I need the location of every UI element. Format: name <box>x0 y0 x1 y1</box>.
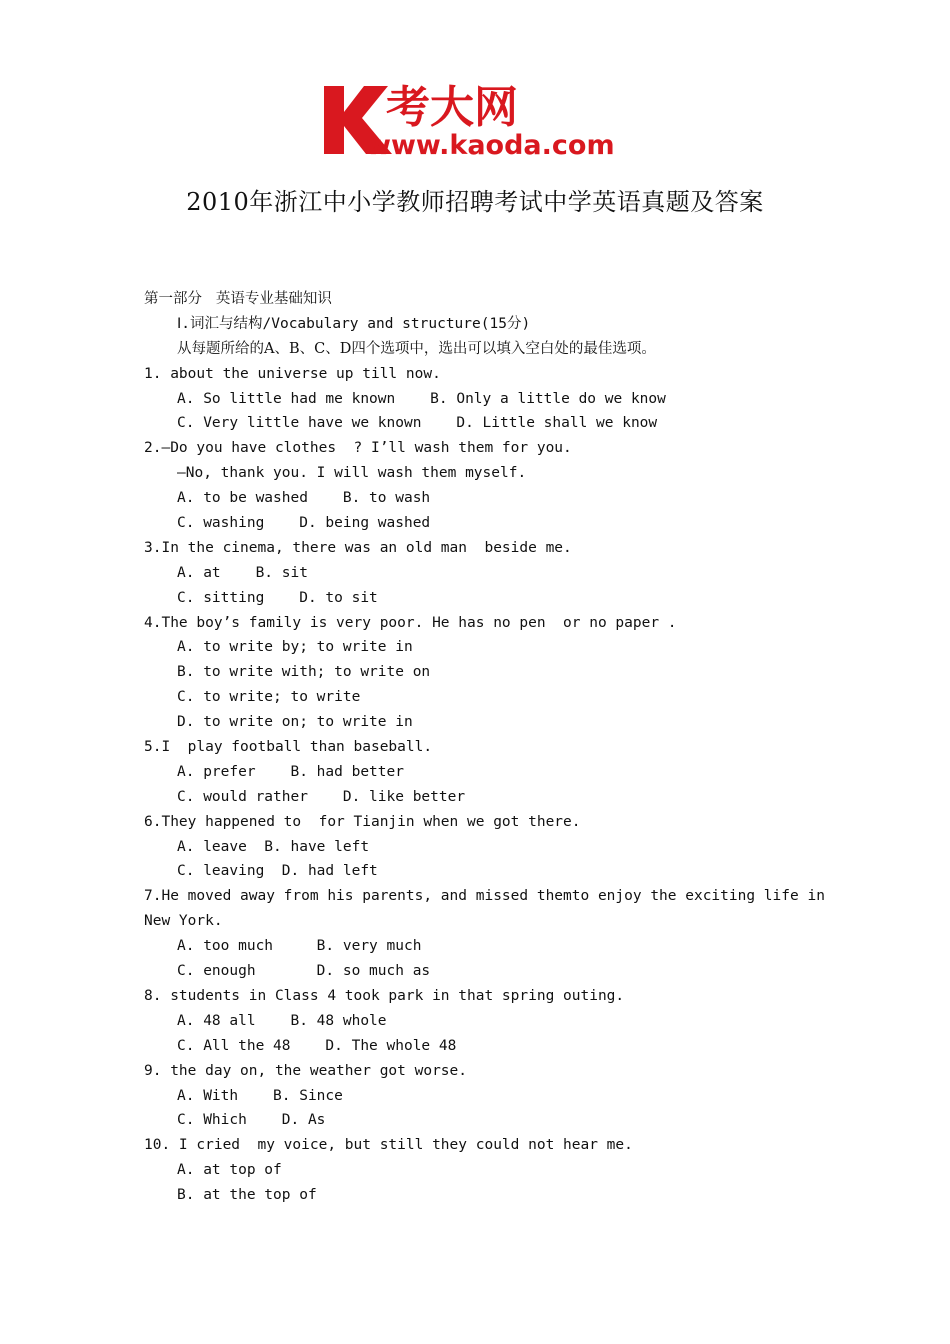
question-options: C. to write; to write <box>177 689 361 706</box>
kaoda-logo <box>318 78 640 162</box>
question-options: C. enough D. so much as <box>177 963 431 980</box>
question-options: C. Which D. As <box>177 1112 326 1129</box>
question-7 <box>144 884 824 984</box>
question-stem: 2.—Do you have clothes ? I’ll wash them for you. <box>144 440 572 457</box>
question-2 <box>144 436 824 536</box>
question-stem: 1. about the universe up till now. <box>144 365 441 382</box>
question-options: D. to write on; to write in <box>177 714 413 731</box>
question-options: B. at the top of <box>177 1187 317 1204</box>
question-5 <box>144 735 824 810</box>
question-dialogue: —No, thank you. I will wash them myself. <box>177 465 527 482</box>
question-3 <box>144 536 824 611</box>
question-options: A. prefer B. had better <box>177 763 404 780</box>
question-options: A. at top of <box>177 1162 282 1179</box>
question-options: C. leaving D. had left <box>177 863 378 880</box>
logo-cn-name: 考大网 <box>386 82 518 133</box>
question-stem: 4.The boy’s family is very poor. He has no pen or no paper . <box>144 614 677 631</box>
logo-url: www.kaoda.com <box>366 130 615 161</box>
question-options: A. too much B. very much <box>177 938 422 955</box>
question-options: C. All the 48 D. The whole 48 <box>177 1037 457 1054</box>
question-stem: 8. students in Class 4 took park in that spring outing. <box>144 987 625 1004</box>
question-stem: 10. I cried my voice, but still they could not hear me. <box>144 1137 633 1154</box>
question-stem: 3.In the cinema, there was an old man beside me. <box>144 539 572 556</box>
question-stem: 7.He moved away from his parents, and missed themto enjoy the exciting life in <box>144 888 825 905</box>
part-heading: 第一部分 英语专业基础知识 <box>144 291 332 307</box>
question-stem: 6.They happened to for Tianjin when we got there. <box>144 813 581 830</box>
question-options: A. to write by; to write in <box>177 639 413 656</box>
kaoda-logo-graphic <box>318 78 640 162</box>
question-6 <box>144 810 824 885</box>
question-options: A. With B. Since <box>177 1087 343 1104</box>
question-8 <box>144 984 824 1059</box>
question-stem: 9. the day on, the weather got worse. <box>144 1062 468 1079</box>
question-options: B. to write with; to write on <box>177 664 431 681</box>
page-title: 2010年浙江中小学教师招聘考试中学英语真题及答案 <box>186 188 764 216</box>
question-stem-continued: New York. <box>144 913 223 930</box>
section-heading: Ⅰ.词汇与结构/Vocabulary and structure(15分) <box>177 315 531 332</box>
question-options: A. leave B. have left <box>177 838 370 855</box>
question-options: C. Very little have we known D. Little shall we know <box>177 415 658 432</box>
question-options: A. to be washed B. to wash <box>177 490 431 507</box>
exam-content <box>144 287 824 1208</box>
question-stem: 5.I play football than baseball. <box>144 739 433 756</box>
question-9 <box>144 1059 824 1134</box>
question-1 <box>144 362 824 437</box>
question-options: A. at B. sit <box>177 564 308 581</box>
question-options: A. So little had me known B. Only a little do we know <box>177 390 666 407</box>
question-options: C. sitting D. to sit <box>177 589 378 606</box>
question-options: C. would rather D. like better <box>177 788 466 805</box>
question-10 <box>144 1133 824 1208</box>
instruction: 从每题所给的A、B、C、D四个选项中，选出可以填入空白处的最佳选项。 <box>177 340 656 357</box>
question-4 <box>144 611 824 735</box>
question-options: C. washing D. being washed <box>177 515 431 532</box>
question-options: A. 48 all B. 48 whole <box>177 1012 387 1029</box>
